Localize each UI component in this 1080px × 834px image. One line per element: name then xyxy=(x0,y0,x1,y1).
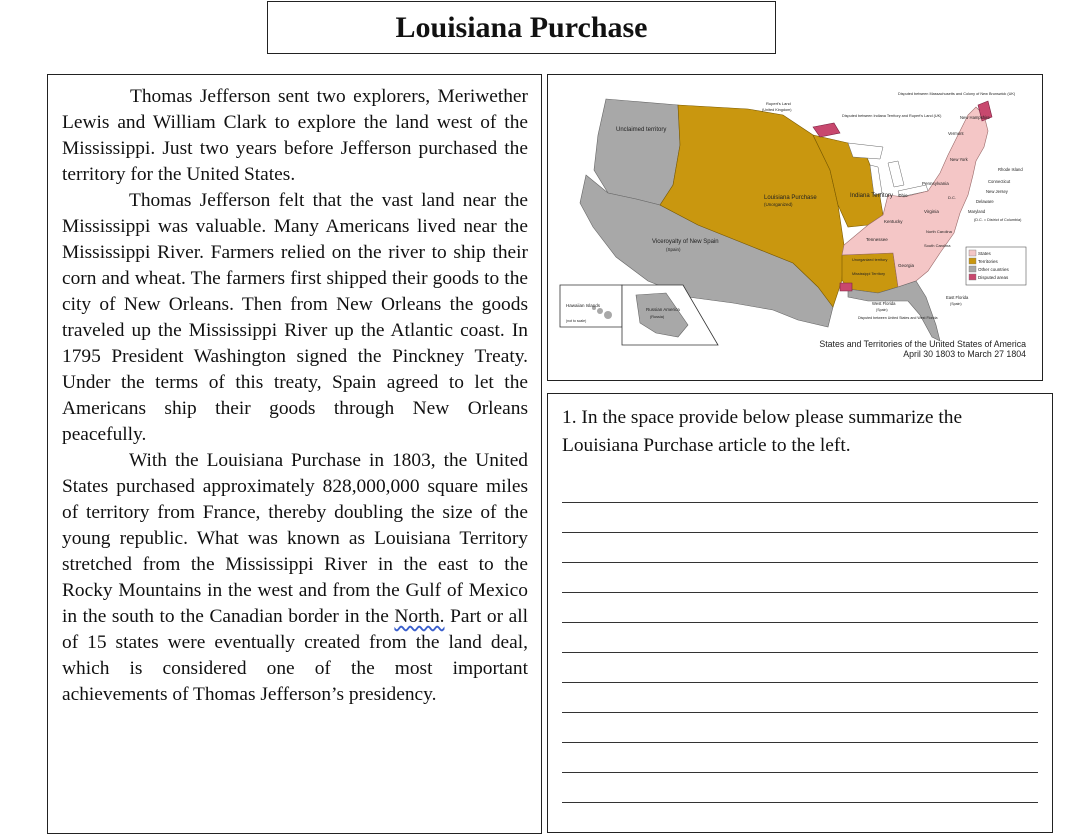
label-ohio: Ohio xyxy=(898,193,908,198)
answer-lines[interactable] xyxy=(562,502,1038,832)
legend-disputed: Disputed areas xyxy=(978,275,1009,280)
question-prompt: 1. In the space provide below please summarize the Louisiana Purchase article to the left. xyxy=(562,407,963,456)
article-box xyxy=(47,74,542,834)
label-delaware: Delaware xyxy=(976,199,994,204)
answer-line[interactable] xyxy=(562,562,1038,563)
worksheet-title: Louisiana Purchase xyxy=(267,1,776,54)
label-viceroyalty: Viceroyalty of New Spain xyxy=(652,239,719,245)
label-north-carolina: North Carolina xyxy=(926,229,952,234)
label-dc: (D.C. = District of Columbia) xyxy=(974,218,1022,222)
label-south-carolina: South Carolina xyxy=(924,243,951,248)
question-box xyxy=(547,393,1053,833)
label-dc-short: D.C. xyxy=(948,195,956,200)
label-west-florida: West Florida xyxy=(872,301,896,306)
label-maryland: Maryland xyxy=(968,209,986,214)
label-connecticut: Connecticut xyxy=(988,179,1011,184)
article-paragraph-3-start: With the Louisiana Purchase in 1803, the United States purchased approximately 828,000,000 square miles of territory from France, thereby doubling the size of the young republic. What was known as Louisiana Territory stretched from the Mississippi River in the east to the Rocky Mountains in the west and from the Gulf of Mexico in the south to the Canadian border in the xyxy=(62,450,528,627)
map-box xyxy=(547,74,1043,381)
article-paragraph-3 xyxy=(62,448,528,708)
answer-line[interactable] xyxy=(562,592,1038,593)
label-disputed-indiana: Disputed between Indiana Territory and Rupert's Land (UK) xyxy=(842,114,942,118)
map-caption-line2: April 30 1803 to March 27 1804 xyxy=(903,349,1026,359)
label-viceroyalty-sub: (Spain) xyxy=(666,247,681,252)
legend-territories: Territories xyxy=(978,259,998,264)
map-region-unclaimed xyxy=(594,99,680,205)
answer-line[interactable] xyxy=(562,532,1038,533)
label-ruperts: Rupert's Land xyxy=(766,101,791,106)
label-unorganized: Unorganized territory xyxy=(852,258,888,262)
label-disputed-nb: Disputed between Massachusetts and Colony of New Brunswick (UK) xyxy=(898,92,1016,96)
label-louisiana: Louisiana Purchase xyxy=(764,195,817,201)
label-tennessee: Tennessee xyxy=(866,237,888,242)
label-russian-sub: (Russia) xyxy=(650,315,665,319)
map-caption-line1: States and Territories of the United States of America xyxy=(819,339,1026,349)
article-paragraph-2: Thomas Jefferson felt that the vast land near the Mississippi was valuable. Many Americans lived near the Mississippi River. Farmers relied on the river to ship their corn and wheat. The farmers first shipped their goods to the city of New Orleans. Then from New Orleans the goods traveled up the Mississippi River up the Atlantic coast. In 1795 President Washington signed the Pinckney Treaty. Under the terms of this treaty, Spain agreed to let the Americans ship their goods through New Orleans peacefully. xyxy=(62,190,528,445)
label-virginia: Virginia xyxy=(924,209,939,214)
legend-states: States xyxy=(978,251,991,256)
label-new-york: New York xyxy=(950,157,968,162)
label-mississippi: Mississippi Territory xyxy=(852,272,886,276)
legend-other: Other countries xyxy=(978,267,1009,272)
label-russian: Russian America xyxy=(646,307,680,312)
article-paragraph-3-end: Part or all of 15 states were eventually created from the land deal, which is considered one of the most important achievements of Thomas Jefferson’s presidency. xyxy=(62,606,529,705)
spellcheck-flagged-word: North. xyxy=(394,606,445,627)
label-new-jersey: New Jersey xyxy=(986,189,1008,194)
label-rhode-island: Rhode Island xyxy=(998,167,1023,172)
answer-line[interactable] xyxy=(562,682,1038,683)
label-louisiana-sub: (Unorganized) xyxy=(764,202,793,207)
label-georgia: Georgia xyxy=(898,263,915,268)
label-pennsylvania: Pennsylvania xyxy=(922,181,949,186)
answer-line[interactable] xyxy=(562,772,1038,773)
label-new-hampshire: New Hampshire xyxy=(960,115,990,120)
map-region-disputed-gulf xyxy=(840,283,852,291)
label-unclaimed: Unclaimed territory xyxy=(616,127,667,133)
label-hawaiian-sub: (not to scale) xyxy=(566,319,587,323)
answer-line[interactable] xyxy=(562,742,1038,743)
label-ruperts-sub: (United Kingdom) xyxy=(762,108,792,112)
label-disputed-wf: Disputed between United States and West Florida xyxy=(858,316,938,320)
answer-line[interactable] xyxy=(562,502,1038,503)
answer-line[interactable] xyxy=(562,802,1038,803)
article-paragraph-1: Thomas Jefferson sent two explorers, Meriwether Lewis and William Clark to explore the land west of the Mississippi. Just two years before Jefferson purchased the territory for the United States. xyxy=(62,86,528,185)
label-vermont: Vermont xyxy=(948,131,964,136)
label-hawaiian: Hawaiian Islands xyxy=(566,303,601,308)
answer-line[interactable] xyxy=(562,652,1038,653)
answer-line[interactable] xyxy=(562,622,1038,623)
label-west-florida-sub: (Spain) xyxy=(876,308,888,312)
label-kentucky: Kentucky xyxy=(884,219,903,224)
label-east-florida-sub: (Spain) xyxy=(950,302,962,306)
historical-map xyxy=(548,75,1042,380)
answer-line[interactable] xyxy=(562,712,1038,713)
map-region-disputed-north xyxy=(813,123,840,137)
label-indiana: Indiana Territory xyxy=(850,193,893,199)
label-east-florida: East Florida xyxy=(946,295,969,300)
